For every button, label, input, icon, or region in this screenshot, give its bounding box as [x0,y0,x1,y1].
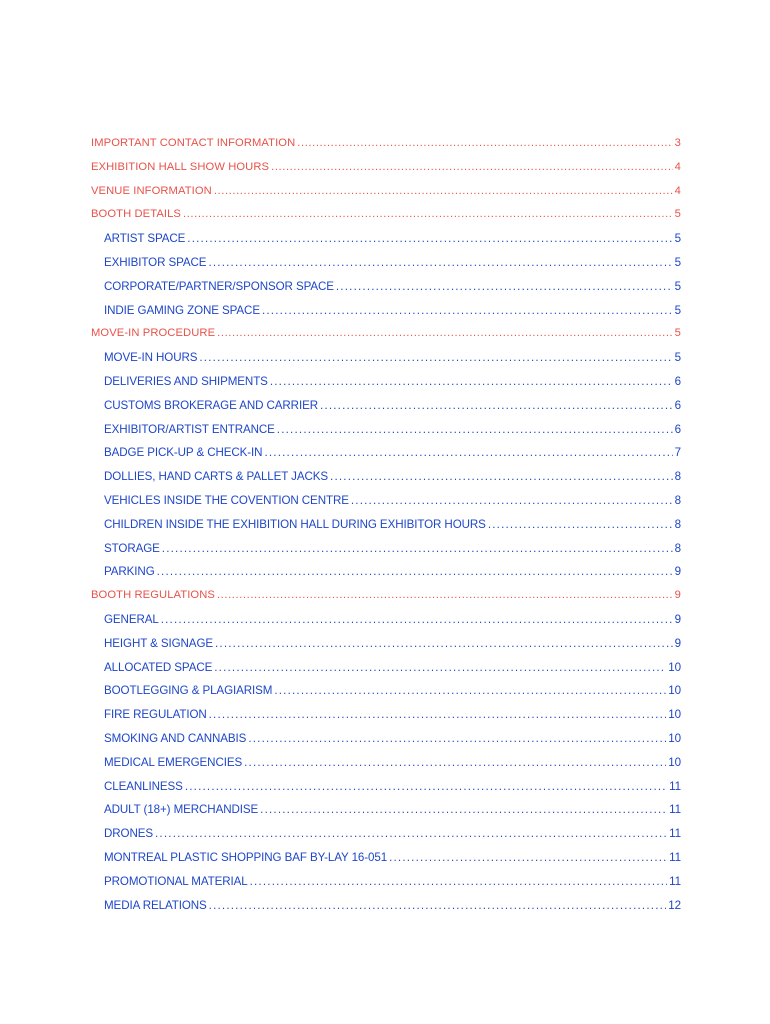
toc-page-number: 3 [674,137,681,149]
toc-dot-leader [271,161,673,173]
toc-entry-label: MEDICAL EMERGENCIES [104,755,243,769]
toc-section-link[interactable] [91,161,681,185]
toc-section-link[interactable] [91,589,681,613]
toc-page-number: 10 [668,684,681,698]
toc-subsection-link[interactable] [91,851,681,875]
toc-section-link[interactable] [91,327,681,351]
toc-entry-label: BOOTH REGULATIONS [91,589,215,602]
toc-page-number: 11 [669,779,681,793]
toc-dot-leader [215,637,673,650]
toc-entry-label: PARKING [104,565,155,579]
toc-dot-leader [250,875,668,888]
toc-dot-leader [217,327,673,339]
toc-page-number: 8 [674,517,681,531]
toc-entry-label: STORAGE [104,541,160,555]
toc-dot-leader [260,803,667,816]
toc-dot-leader [208,256,672,269]
toc-dot-leader [209,708,667,721]
toc-section-link[interactable] [91,185,681,209]
toc-entry-label: HEIGHT & SIGNAGE [104,636,213,650]
toc-entry-label: CLEANLINESS [104,779,183,793]
toc-page-number: 5 [674,279,681,293]
toc-page-number: 11 [669,827,681,841]
toc-subsection-link[interactable] [91,899,681,923]
toc-dot-leader [330,470,673,483]
toc-dot-leader [297,137,672,149]
toc-subsection-link[interactable] [91,756,681,780]
toc-dot-leader [187,232,672,245]
toc-subsection-link[interactable] [91,565,681,589]
toc-entry-label: CHILDREN INSIDE THE EXHIBITION HALL DURING EXHIBITOR HOURS [104,517,486,531]
toc-dot-leader [183,208,673,220]
toc-dot-leader [185,780,667,793]
toc-dot-leader [262,304,673,317]
toc-subsection-link[interactable] [91,661,681,685]
toc-entry-label: MONTREAL PLASTIC SHOPPING BAF BY-LAY 16-051 [104,850,388,864]
toc-page-number: 4 [674,184,681,197]
toc-entry-label: MOVE-IN PROCEDURE [91,327,216,340]
toc-page-number: 9 [674,612,681,626]
toc-page-number: 5 [674,208,681,221]
toc-subsection-link[interactable] [91,684,681,708]
toc-page-number: 5 [674,327,681,340]
toc-page-number: 8 [674,541,681,555]
toc-subsection-link[interactable] [91,732,681,756]
toc-entry-label: EXHIBITOR SPACE [104,255,207,269]
toc-entry-label: MOVE-IN HOURS [104,351,198,365]
toc-page-number: 7 [674,446,681,460]
toc-dot-leader [336,280,673,293]
toc-dot-leader [270,375,673,388]
toc-page-number: 9 [674,589,681,602]
toc-page-number: 6 [674,398,681,412]
toc-subsection-link[interactable] [91,232,681,256]
toc-dot-leader [389,851,667,864]
toc-subsection-link[interactable] [91,518,681,542]
toc-page-number: 10 [668,708,681,722]
toc-dot-leader [264,446,672,459]
toc-page-number: 6 [674,422,681,436]
toc-entry-label: ARTIST SPACE [104,232,186,246]
toc-entry-label: BADGE PICK-UP & CHECK-IN [104,446,263,460]
toc-subsection-link[interactable] [91,708,681,732]
toc-page-number: 9 [674,636,681,650]
toc-entry-label: ALLOCATED SPACE [104,660,213,674]
toc-page-number: 4 [674,160,681,173]
toc-entry-label: INDIE GAMING ZONE SPACE [104,303,260,317]
toc-entry-label: IMPORTANT CONTACT INFORMATION [91,137,296,149]
toc-entry-label: PROMOTIONAL MATERIAL [104,874,248,888]
toc-entry-label: DOLLIES, HAND CARTS & PALLET JACKS [104,470,329,484]
toc-dot-leader [214,661,666,674]
toc-subsection-link[interactable] [91,542,681,566]
toc-subsection-link[interactable] [91,470,681,494]
toc-page-number: 10 [668,731,681,745]
toc-entry-label: MEDIA RELATIONS [104,898,207,912]
toc-dot-leader [277,423,673,436]
toc-page-number: 5 [674,351,681,365]
toc-dot-leader [274,684,666,697]
toc-entry-label: EXHIBITOR/ARTIST ENTRANCE [104,422,275,436]
toc-subsection-link[interactable] [91,280,681,304]
toc-subsection-link[interactable] [91,780,681,804]
toc-entry-label: DRONES [104,827,154,841]
toc-dot-leader [209,899,667,912]
toc-dot-leader [244,756,666,769]
toc-dot-leader [155,827,667,840]
toc-page-number: 5 [674,303,681,317]
toc-section-link[interactable] [91,208,681,232]
toc-entry-label: FIRE REGULATION [104,708,207,722]
toc-dot-leader [161,613,673,626]
toc-subsection-link[interactable] [91,351,681,375]
toc-dot-leader [199,351,672,364]
toc-subsection-link[interactable] [91,613,681,637]
toc-dot-leader [162,542,673,555]
toc-dot-leader [157,565,673,578]
toc-subsection-link[interactable] [91,637,681,661]
toc-entry-label: SMOKING AND CANNABIS [104,731,247,745]
toc-dot-leader [217,589,673,601]
toc-entry-label: VENUE INFORMATION [91,184,212,197]
toc-subsection-link[interactable] [91,375,681,399]
toc-dot-leader [488,518,673,531]
toc-page-number: 5 [674,232,681,246]
toc-page-number: 8 [674,493,681,507]
toc-page-number: 9 [674,565,681,579]
toc-dot-leader [351,494,673,507]
toc-page-number: 11 [669,850,681,864]
toc-subsection-link[interactable] [91,399,681,423]
toc-subsection-link[interactable] [91,446,681,470]
toc-entry-label: CUSTOMS BROKERAGE AND CARRIER [104,398,318,412]
toc-dot-leader [214,185,673,197]
toc-page-number: 10 [668,660,681,674]
toc-entry-label: ADULT (18+) MERCHANDISE [104,803,259,817]
toc-entry-label: BOOTH DETAILS [91,208,181,221]
toc-entry-label: CORPORATE/PARTNER/SPONSOR SPACE [104,279,334,293]
toc-page-number: 5 [674,255,681,269]
toc-page-number: 10 [668,755,681,769]
table-of-contents [91,137,681,922]
toc-subsection-link[interactable] [91,875,681,899]
toc-subsection-link[interactable] [91,423,681,447]
toc-page-number: 12 [668,898,681,912]
toc-dot-leader [248,732,666,745]
toc-entry-label: EXHIBITION HALL SHOW HOURS [91,160,270,173]
toc-page-number: 6 [674,374,681,388]
toc-subsection-link[interactable] [91,256,681,280]
toc-entry-label: BOOTLEGGING & PLAGIARISM [104,684,273,698]
toc-subsection-link[interactable] [91,304,681,328]
toc-entry-label: VEHICLES INSIDE THE COVENTION CENTRE [104,493,349,507]
toc-entry-label: GENERAL [104,612,159,626]
toc-entry-label: DELIVERIES AND SHIPMENTS [104,374,268,388]
toc-dot-leader [320,399,673,412]
toc-subsection-link[interactable] [91,803,681,827]
toc-subsection-link[interactable] [91,827,681,851]
toc-subsection-link[interactable] [91,494,681,518]
toc-section-link[interactable] [91,137,681,161]
toc-page-number: 11 [669,874,681,888]
toc-page-number: 8 [674,470,681,484]
toc-page-number: 11 [669,803,681,817]
